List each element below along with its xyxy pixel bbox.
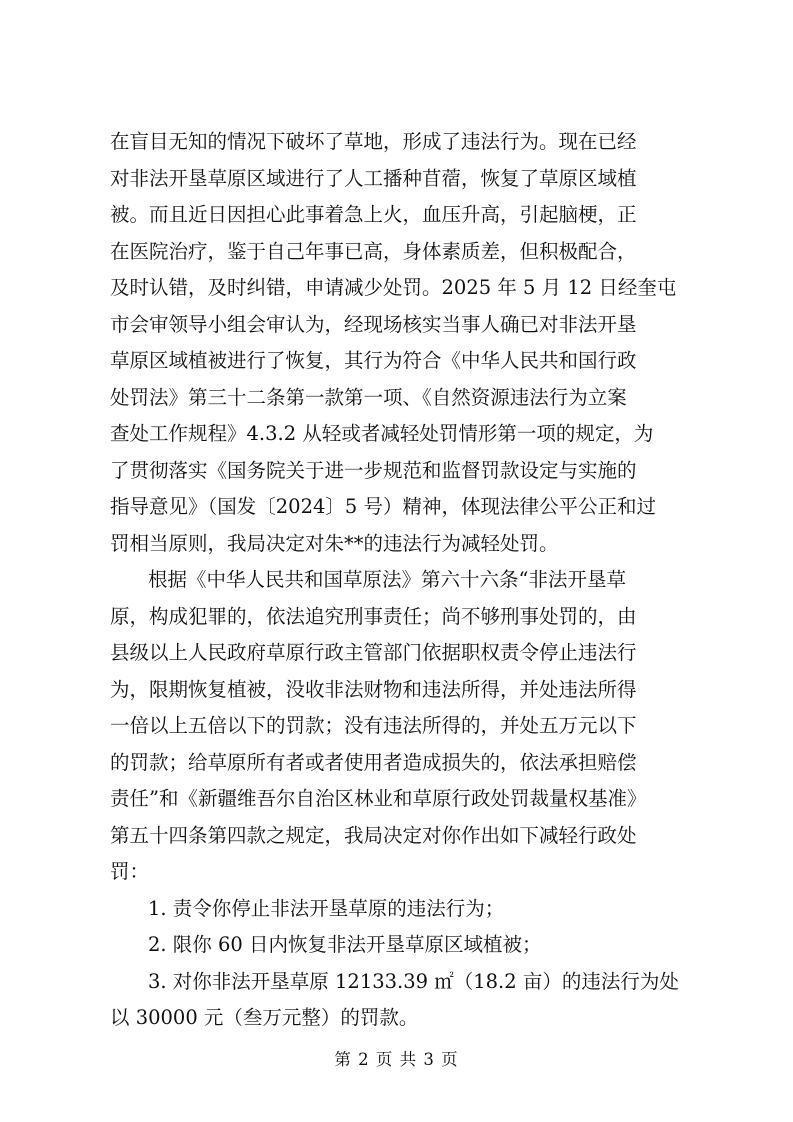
text-line: 草原区域植被进行了恢复，其行为符合《中华人民共和国行政: [110, 349, 637, 372]
text-line: 县级以上人民政府草原行政主管部门依据职权责令停止违法行: [110, 641, 637, 664]
text-line: 在盲目无知的情况下破坏了草地，形成了违法行为。现在已经: [110, 130, 637, 153]
text-line: 及时认错，及时纠错，申请减少处罚。2025 年 5 月 12 日经奎屯: [110, 276, 677, 299]
text-line: 责任”和《新疆维吾尔自治区林业和草原行政处罚裁量权基准》: [110, 787, 647, 810]
text-line: 的罚款；给草原所有者或者使用者造成损失的，依法承担赔偿: [110, 750, 637, 774]
penalty-item-2: 2. 限你 60 日内恢复非法开垦草原区域植被；: [148, 933, 542, 956]
penalty-item-3: 3. 对你非法开垦草原 12133.39 ㎡（18.2 亩）的违法行为处: [148, 969, 679, 993]
text-line: 为，限期恢复植被，没收非法财物和违法所得，并处违法所得: [110, 677, 637, 701]
page-number-footer: 第 2 页 共 3 页: [334, 1050, 459, 1069]
text-line: 罚：: [110, 860, 150, 883]
penalty-item-1: 1. 责令你停止非法开垦草原的违法行为；: [148, 896, 505, 920]
text-line: 处罚法》第三十二条第一款第一项、《自然资源违法行为立案: [110, 385, 627, 409]
text-line: 市会审领导小组会审认为，经现场核实当事人确已对非法开垦: [110, 312, 637, 336]
paragraph-start-line: 根据《中华人民共和国草原法》第六十六条“非法开垦草: [148, 568, 626, 591]
text-line: 查处工作规程》4.3.2 从轻或者减轻处罚情形第一项的规定，为: [110, 422, 654, 445]
document-body: [110, 124, 700, 1037]
text-line: 第五十四条第四款之规定，我局决定对你作出如下减轻行政处: [110, 823, 637, 847]
text-line: 一倍以上五倍以下的罚款；没有违法所得的，并处五万元以下: [110, 714, 637, 737]
text-line: 了贯彻落实《国务院关于进一步规范和监督罚款设定与实施的: [110, 458, 637, 482]
text-line: 在医院治疗，鉴于自己年事已高，身体素质差，但积极配合，: [110, 239, 637, 263]
text-line: 对非法开垦草原区域进行了人工播种苜蓿，恢复了草原区域植: [110, 166, 637, 190]
text-line: 指导意见》（国发〔2024〕5 号）精神，体现法律公平公正和过: [110, 495, 656, 518]
text-line: 以 30000 元（叁万元整）的罚款。: [110, 1006, 419, 1029]
text-line: 原，构成犯罪的，依法追究刑事责任；尚不够刑事处罚的，由: [110, 604, 637, 628]
text-line: 被。而且近日因担心此事着急上火，血压升高，引起脑梗，正: [110, 203, 637, 226]
text-line: 罚相当原则，我局决定对朱**的违法行为减轻处罚。: [110, 531, 559, 555]
